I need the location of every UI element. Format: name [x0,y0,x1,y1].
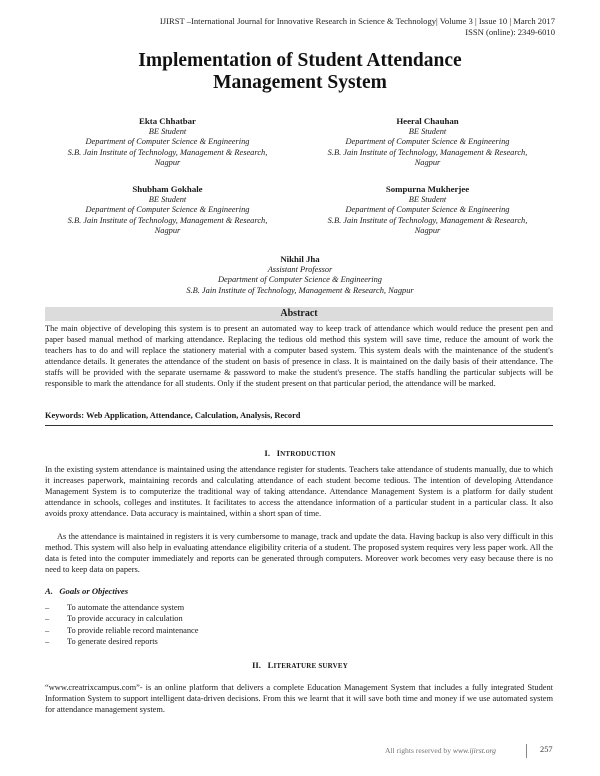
subsection-heading-goals: A. Goals or Objectives [45,586,129,596]
author-role: BE Student [148,126,187,136]
author-inst: S.B. Jain Institute of Technology, Management & Research, [67,215,268,225]
running-header [160,16,555,38]
section-heading-literature-survey: II. LITERATURE SURVEY [251,660,349,670]
page-footer [0,744,600,758]
author-name: Ekta Chhatbar [139,116,196,126]
author-name: Sompurna Mukherjee [385,184,470,194]
goals-list [45,602,199,648]
author-city: Nagpur [414,158,441,168]
author-block-2 [300,116,555,169]
intro-paragraph-2: As the attendance is maintained in registers it is very cumbersome to manage, track and update the data. Having backup is also very difficult in this method. This system will also help in evaluating attendance eligibility criteria of a student. The proposed system requires very less paper work. All the data is feted into the computer immediately and reports can be generated through computers. Moreover work becomes very easy because there is no need to keep data on papers. [45,532,553,574]
literature-paragraph-1: “www.creatrixcampus.com”- is an online platform that delivers a complete Education Management System that includes a fully integrated Student Information System to support intelligent data-driven decisions. From this we learnt that it will save both time and money if we use automated system for attendance management system. [45,683,553,714]
author-block-3 [40,184,295,237]
author-city: Nagpur [414,226,441,236]
issn-info: ISSN (online): 2349-6010 [465,27,555,37]
journal-info: IJIRST –International Journal for Innovative Research in Science & Technology| Volume 3 | Issue 10 | March 2017 [159,16,555,26]
author-name: Heeral Chauhan [396,116,459,126]
list-item: – To provide reliable record maintenance [45,625,199,635]
author-role: BE Student [148,194,187,204]
author-city: Nagpur [154,226,181,236]
author-block-4 [300,184,555,237]
list-item: – To generate desired reports [45,637,158,647]
author-city: Nagpur [154,158,181,168]
dash-bullet-icon: – [45,603,50,612]
section-heading-introduction: I. INTRODUCTION [264,448,336,458]
author-inst: S.B. Jain Institute of Technology, Management & Research, [327,215,528,225]
keywords-label: Keywords: [45,411,85,420]
author-inst: S.B. Jain Institute of Technology, Management & Research, [327,147,528,157]
author-block-5 [60,254,540,296]
author-dept: Department of Computer Science & Engineering [85,205,250,215]
footer-site-link[interactable]: www.ijirst.org [452,746,496,755]
author-dept: Department of Computer Science & Engineering [345,137,510,147]
abstract-divider [45,425,553,426]
author-name: Shubham Gokhale [132,184,203,194]
footer-divider [526,744,527,758]
author-inst: S.B. Jain Institute of Technology, Management & Research, Nagpur [186,285,414,295]
author-role: BE Student [408,126,447,136]
dash-bullet-icon: – [45,625,50,635]
author-dept: Department of Computer Science & Engineering [85,137,250,147]
dash-bullet-icon: – [45,637,50,647]
author-dept: Department of Computer Science & Engineering [218,275,382,285]
list-item: – To automate the attendance system [45,603,185,612]
abstract-text: The main objective of developing this system is to present an automated way to keep track of attendance which would reduce the present pen and paper based manual method of marking attendance. Replacing the tedious old method this system will save time, reduce the amount of work the teachers has to do and will replace the stationery material with a computer based system. This system deals with the maintenance of the student's attendance details. It generates the attendance of the student on basis of presence in class. It is maintained on the daily basis of their attendance. The staffs will be provided with the separate username & password to make the student's presence. The staffs handling the particular subjects will be responsible to mark the attendance for all students. Only if the student present on that particular period, the attendance will be marked. [45,324,553,388]
paper-title: Implementation of Student Attendance Management System [138,50,462,93]
abstract-heading: Abstract [45,307,553,321]
page-number: 257 [540,745,553,754]
keywords-list: Web Application, Attendance, Calculation, Analysis, Record [86,411,301,420]
author-inst: S.B. Jain Institute of Technology, Management & Research, [67,147,268,157]
author-block-1 [40,116,295,169]
dash-bullet-icon: – [45,614,50,624]
author-role: BE Student [408,194,447,204]
footer-rights: All rights reserved by www.ijirst.org [385,746,496,755]
list-item: – To provide accuracy in calculation [45,614,183,624]
author-role: Assistant Professor [267,264,333,274]
author-name: Nikhil Jha [280,254,320,264]
intro-paragraph-1: In the existing system attendance is maintained using the attendance register for students. Teachers take attendance of students manually, due to which it increases paperwork, maintaining records and calculating attendance of each student become tedious. The intention of developing Attendance Management System is to computerize the traditional way of taking attendance. Attendance Management System is a platform for daily student attendance in schools, colleges and institutes. It facilitates to access the attendance information of a particular student in a particular class. It also avoids proxy attendance. Data accuracy is maintained, within a short span of time. [45,465,553,518]
keywords-line [45,411,553,422]
author-dept: Department of Computer Science & Engineering [345,205,510,215]
